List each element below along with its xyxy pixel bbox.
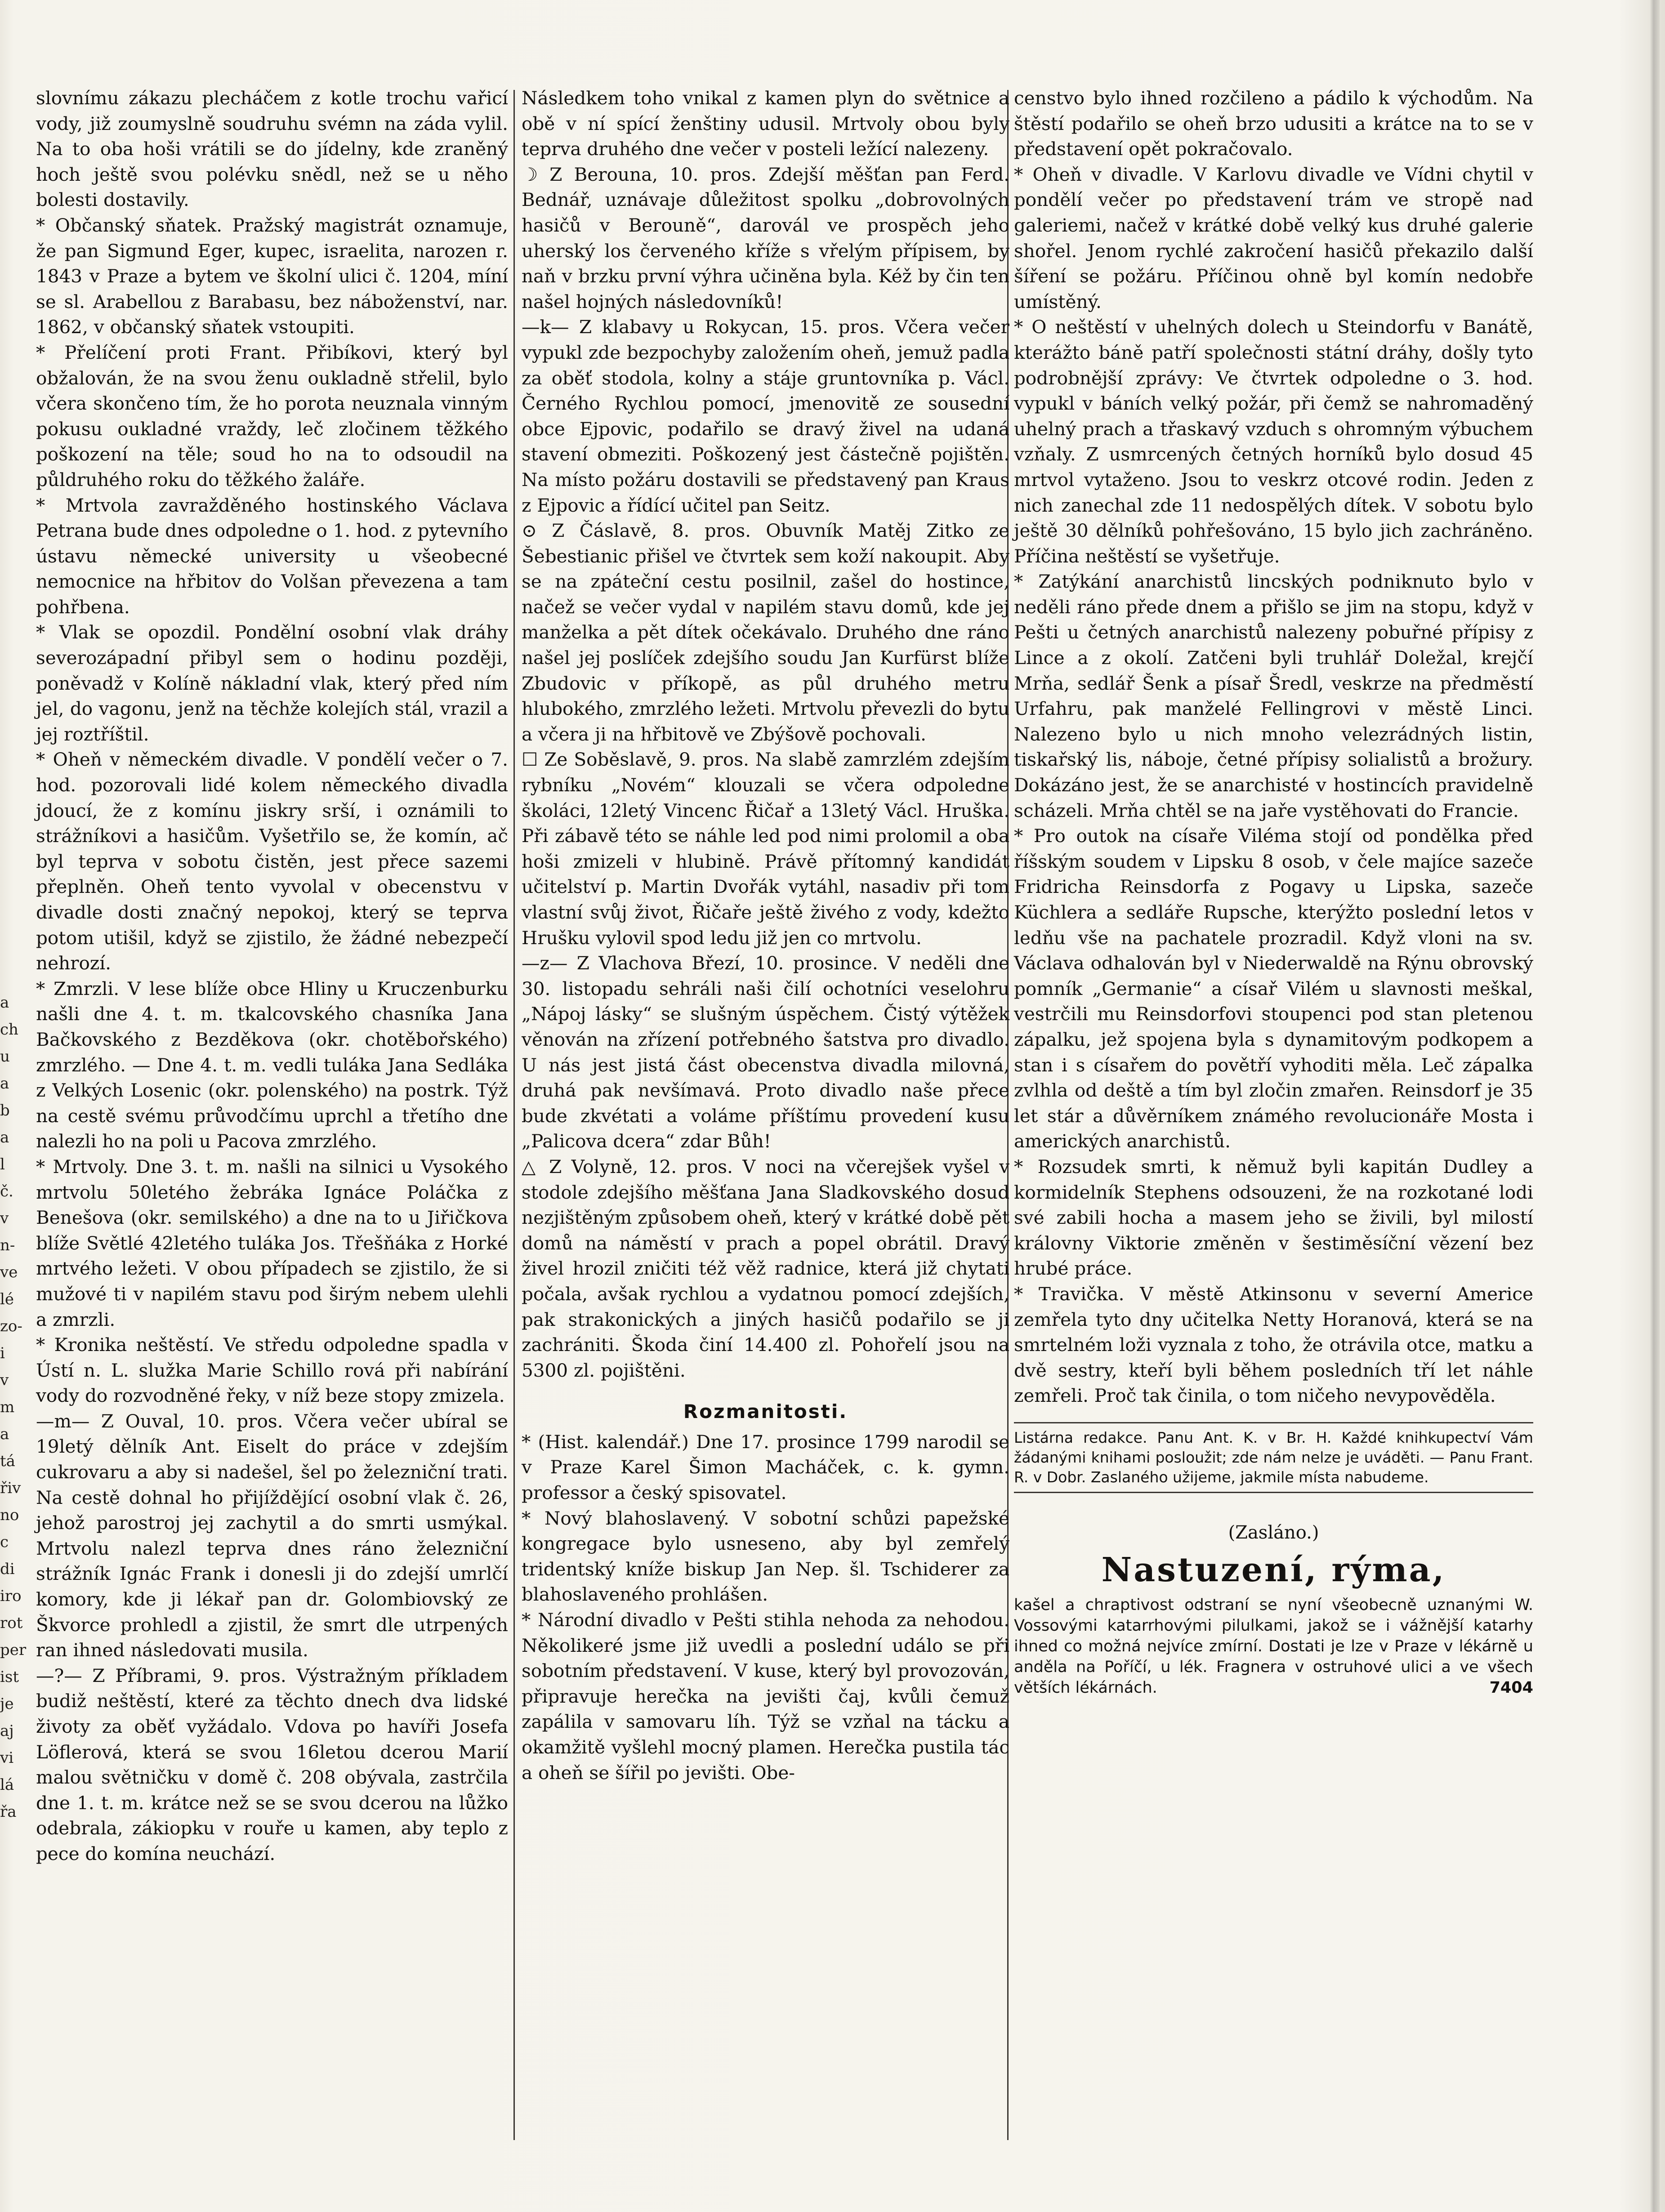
article-paragraph: ⊙ Z Čáslavě, 8. pros. Obuvník Matěj Zitko ze Šebestianic přišel ve čtvrtek sem koží nakoupit. Aby se na zpáteční cestu posilnil, zašel do hostince, načež se večer vydal v napilém stavu domů, kde jej manželka a pět dítek očekávalo. Druhého dne ráno našel jej poslíček zdejšího soudu Jan Kurfürst blíže Zbudovic v příkopě, as půl druhého metru hlubokého, zmrzlého ležeti. Mrtvolu převezli do bytu a včera ji na hřbitově ve Zbýšově pochovali. — [522, 520, 1009, 745]
article-paragraph: censtvo bylo ihned rozčileno a pádilo k východům. Na štěstí podařilo se oheň brzo udusiti a krátce na to se v představení opět pokračovalo. — [1014, 87, 1533, 160]
margin-fragment: je — [0, 1695, 14, 1713]
margin-fragment: i — [0, 1344, 5, 1362]
article-paragraph: * Rozsudek smrti, k němuž byli kapitán Dudley a kormidelník Stephens odsouzeni, že na rozkotané lodi své zabili hocha a masem jeho se živili, byl milostí královny Viktorie změněn v šestiměsíční vězení bez hrubé práce. — [1014, 1155, 1533, 1280]
article-paragraph: * Pro outok na císaře Viléma stojí od pondělka před říšským soudem v Lipsku 8 osob, v čele majíce sazeče Fridricha Reinsdorfa z Pogavy u Lipska, sazeče Küchlera a sedláře Rupsche, kterýžto poslední letos v ledňu vše na pachatele prozradil. Když vloni na sv. Václava odhalován byl v Niederwaldě na Rýnu obrovský pomník „Germanie“ a císař Vilém u slavnosti meškal, vestrčili mu Reinsdorfovi stoupenci pod stan pletenou zápalku, jež spojena byla s dynamitovým podkopem a stan i s císařem do povětří vyhoditi měla. Leč zápalka zvlhla od deště a tím byl zločin zmařen. Reinsdorf je 35 let stár a důvěrníkem známého revolucionáře Mosta i amerických anarchistů. — [1014, 825, 1533, 1152]
article-paragraph: * Oheň v německém divadle. V pondělí večer o 7. hod. pozorovali lidé kolem německého divadla jdoucí, že z komínu jiskry srší, i oznámili to strážníkovi a hasičům. Vyšetřilo se, že komín, ač byl teprva v sobotu čistěn, jest přece sazemi přeplněn. Oheň tento vyvolal v obecenstvu v divadle dosti značný nepokoj, který se teprva potom utišil, když se zjistilo, že žádné nebezpečí nehrozí. — [36, 749, 508, 974]
column-rule-1 — [513, 90, 515, 2140]
ad-number: 7404 — [1489, 1679, 1533, 1697]
article-paragraph: slovnímu zákazu plecháčem z kotle trochu vařicí vody, již zoumyslně soudruhu svémn na záda vylil. Na to oba hoši vrátili se do jídelny, kde zraněný hoch ještě svou polévku snědl, než se u něho bolesti dostavily. — [36, 87, 508, 211]
section-title: Rozmanitosti. — [683, 1400, 848, 1423]
margin-fragment: řiv — [0, 1479, 21, 1497]
left-margin-fragments — [0, 989, 27, 2113]
margin-fragment: ch — [0, 1021, 18, 1039]
margin-fragment: per — [0, 1641, 27, 1659]
article-paragraph: —m— Z Ouval, 10. pros. Včera večer ubíral se 19letý dělník Ant. Eiselt do práce v zdejším cukrovaru a aby si nadešel, šel po železniční trati. Na cestě dohnal ho přijíždějící osobní vlak č. 26, jehož parostroj jej zachytil a do smrti usmýkal. Mrtvolu nalezl teprva dnes ráno železniční strážník Ignác Frank i donesli ji do zdejší umrlčí komory, kde ji lékař pan dr. Golombiovský ze Škvorce prohledl a zjistil, že smrt dle utrpených ran ihned následovati musila. — [36, 1410, 508, 1661]
margin-fragment: a — [0, 1425, 9, 1443]
article-paragraph: * O neštěstí v uhelných dolech u Steindorfu v Banátě, kterážto báně patří společnosti státní dráhy, došly tyto podrobnější zprávy: Ve čtvrtek odpoledne o 3. hod. vypukl v báních velký požár, při čemž se nahromaděný uhelný prach a třaskavý vzduch s ohromným výbuchem vzňaly. Z usmrcených četných horníků bylo dosud 45 mrtvol vytaženo. Jsou to veskrz otcové rodin. Jeden z nich zanechal zde 11 nedospělých dítek. V sobotu bylo ještě 30 dělníků pohřešováno, 15 bylo jich zachráněno. Příčina neštěstí se vyšetřuje. — [1014, 316, 1533, 567]
margin-fragment: a — [0, 1128, 9, 1146]
column-2 — [522, 85, 1009, 1785]
article-paragraph: * Zatýkání anarchistů lincských podniknuto bylo v neděli ráno přede dnem a přišlo se jim na stopu, když v Pešti u četných anarchistů nalezeny pobuřné přípisy z Lince a z okolí. Zatčeni byli truhlář Doležal, krejčí Mrňa, sedlář Šenk a písař Šredl, veskrze na předměstí Urfahru, pak manželé Fellingrovi v městě Linci. Nalezeno bylo u nich mnoho velezrádných listin, tiskařský lis, náboje, četné přípisy solialistů a brožury. Dokázáno jest, že se anarchisté v hostincích pravidelně scházeli. Mrňa chtěl se na jaře vystěhovati do Francie. — [1014, 571, 1533, 821]
margin-fragment: b — [0, 1102, 10, 1119]
margin-fragment: n- — [0, 1236, 15, 1254]
article-paragraph: * Přelíčení proti Frant. Přibíkovi, který byl obžalován, že na svou ženu oukladně střelil, bylo včera skončeno tím, že ho porota neuznala vinným pokusu oukladné vraždy, leč zločinem těžkého poškození na těle; soud ho na to odsoudil na půldruhého roku do těžkého žaláře. — [36, 341, 508, 491]
article-paragraph: * Oheň v divadle. V Karlovu divadle ve Vídni chytil v pondělí večer po představení trám ve stropě nad galeriemi, načež v krátké době velký kus druhé galerie shořel. Jenom rychlé zakročení hasičů překazilo další šíření se požáru. Příčinou ohně byl komín nedobře umístěný. — [1014, 163, 1533, 312]
margin-fragment: vi — [0, 1749, 14, 1767]
margin-fragment: c — [0, 1533, 9, 1551]
margin-fragment: v — [0, 1371, 9, 1389]
margin-fragment: a — [0, 1075, 9, 1093]
margin-fragment: ist — [0, 1668, 19, 1686]
margin-fragment: lá — [0, 1776, 14, 1794]
margin-fragment: tá — [0, 1452, 15, 1470]
margin-fragment: lé — [0, 1290, 14, 1308]
margin-fragment: v — [0, 1209, 9, 1227]
article-paragraph: * Kronika neštěstí. Ve středu odpoledne spadla v Ústí n. L. služka Marie Schillo rová při nabírání vody do rozvodněné řeky, v níž beze stopy zmizela. — [36, 1334, 508, 1407]
ad-body-text: kašel a chraptivost odstraní se nyní všeobecně uznanými W. Vossovými katarrhovými pilulkami, jakož se i vážnější katarhy ihned co možná nejvíce zmírní. Dostati je lze v Praze v lékárně u anděla na Poříčí, u lék. Fragnera v ostruhové ulici a ve všech větších lékárnách. — [1014, 1596, 1533, 1697]
column-1 — [36, 85, 508, 1867]
article-paragraph: ☐ Ze Soběslavě, 9. pros. Na slabě zamrzlém zdejším rybníku „Novém“ klouzali se včera odpoledne školáci, 12letý Vincenc Řičař a 13letý Václ. Hruška. Při zábavě této se náhle led pod nimi prolomil a oba hoši zmizeli v hlubině. Právě přítomný kandidát učitelství p. Martin Dvořák vytáhl, nasadiv při tom vlastní svůj život, Řičaře ještě živého z vody, kdežto Hrušku vylovil spod ledu již jen co mrtvolu. — [522, 749, 1009, 949]
margin-fragment: aj — [0, 1722, 14, 1740]
article-paragraph: * Nový blahoslavený. V sobotní schůzi papežské kongregace bylo usneseno, aby byl zemřelý tridentský kníže biskup Jan Nep. šl. Tschiderer za blahoslaveného prohlášen. — [522, 1507, 1009, 1605]
article-paragraph: * Zmrzli. V lese blíže obce Hliny u Kruczenburku našli dne 4. t. m. tkalcovského chasníka Jana Bačkovského z Bezděkova (okr. chotěbořského) zmrzlého. — Dne 4. t. m. vedli tuláka Jana Sedláka z Velkých Losenic (okr. polenského) na postrk. Týž na cestě svému průvodčímu uprchl a třetího dne nalezli ho na poli u Pacova zmrzlého. — [36, 977, 508, 1152]
margin-fragment: zo- — [0, 1317, 22, 1335]
article-paragraph: * Mrtvoly. Dne 3. t. m. našli na silnici u Vysokého mrtvolu 50letého žebráka Ignáce Poláčka z Benešova (okr. semilského) a dne na to u Jiřičkova blíže Světlé 42letého tuláka Jos. Třešňáka z Horké mrtvého ležeti. V obou případech se zjistilo, že si mužové ti v napilém stavu pod širým nebem ulehli a zmrzli. — [36, 1155, 508, 1330]
article-paragraph: * Občanský sňatek. Pražský magistrát oznamuje, že pan Sigmund Eger, kupec, israelita, narozen r. 1843 v Praze a bytem ve školní ulici č. 1204, míní se sl. Arabellou z Barabasu, bez náboženství, nar. 1862, v občanský sňatek vstoupiti. — [36, 214, 508, 338]
margin-fragment: rot — [0, 1614, 23, 1632]
margin-fragment: m — [0, 1398, 15, 1416]
margin-fragment: l — [0, 1155, 5, 1173]
article-paragraph: * (Hist. kalendář.) Dne 17. prosince 1799 narodil se v Praze Karel Šimon Macháček, c. k. gymn. professor a český spisovatel. — [522, 1431, 1009, 1504]
margin-fragment: č. — [0, 1182, 13, 1200]
article-paragraph: △ Z Volyně, 12. pros. V noci na včerejšek vyšel v stodole zdejšího měšťana Jana Sladkovského dosud nezjištěným způsobem oheň, který v krátké době pět domů na náměstí v prach a popel obrátil. Dravý živel hrozil zničiti též věž radnice, která již chytati počala, avšak rychlou a vydatnou pomocí zdejších, pak strakonických a jiných hasičů podařilo se ji zachrániti. Škoda činí 14.400 zl. Pohořelí jsou na 5300 zl. pojištěni. — [522, 1155, 1009, 1381]
margin-fragment: ve — [0, 1263, 18, 1281]
article-paragraph: ☽ Z Berouna, 10. pros. Zdejší měšťan pan Ferd. Bednář, uznávaje důležitost spolku „dobrovolných hasičů v Berouně“, darovál ve prospěch jeho uherský los červeného kříže s vřelým přípisem, by naň v brzku první výhra učiněna byla. Kéž by čin ten našel hojných následovníků! — [522, 163, 1009, 312]
article-paragraph: —?— Z Příbrami, 9. pros. Výstražným příkladem budiž neštěstí, které za těchto dnech dva lidské životy za oběť vyžádalo. Vdova po havíři Josefa Löflerová, která se svou 16letou dcerou Marií malou světničku v domě č. 208 obývala, zastrčila dne 1. t. m. krátce než se se svou dcerou na lůžko odebrala, zákiopku v rouře u kamen, aby teplo z pece do komína neuchází. — [36, 1664, 508, 1864]
editorial-notice: Listárna redakce. Panu Ant. K. v Br. H. Každé knihkupectví Vám žádanými knihami posloužit; zde nám nelze je uváděti. — Panu Frant. R. v Dobr. Zaslaného užijeme, jakmile místa nabudeme. — [1014, 1422, 1533, 1493]
article-paragraph: —z— Z Vlachova Březí, 10. prosince. V neděli dne 30. listopadu sehráli naši čilí ochotníci veselohru „Nápoj lásky“ se slušným úspěchem. Čistý výtěžek věnován na zřízení potřebného šatstva pro divadlo. U nás jest jistá část obecenstva divadla milovná, druhá pak nevšímavá. Proto divadlo naše přece bude zkvétati a voláme příštímu provedení kusu „Palicova dcera“ zdar Bůh! — [522, 952, 1009, 1152]
ad-headline: Nastuzení, rýma, — [1101, 1551, 1446, 1590]
article-paragraph: Následkem toho vnikal z kamen plyn do světnice a obě v ní spící ženštiny udusil. Mrtvoly obou byly teprva druhého dne večer v posteli ležící nalezeny. — [522, 87, 1009, 160]
margin-fragment: no — [0, 1506, 19, 1524]
margin-fragment: di — [0, 1560, 15, 1578]
margin-fragment: a — [0, 994, 9, 1012]
margin-fragment: řa — [0, 1803, 17, 1821]
page-edge-shadow — [1650, 0, 1660, 2212]
article-paragraph: * Travička. V městě Atkinsonu v severní Americe zemřela tyto dny učitelka Netty Horanová, která se na smrtelném loži vyznala z toho, že otrávila otce, matku a dvě sestry, kteří byli během posledních tří let náhle zemřeli. Proč tak činila, o tom ničeho nevypověděla. — [1014, 1283, 1533, 1407]
article-paragraph: * Vlak se opozdil. Pondělní osobní vlak dráhy severozápadní přibyl sem o hodinu později, poněvadž v Kolíně nákladní vlak, který před ním jel, do vagonu, jenž na těchže kolejích stál, vrazil a jej roztříštil. — [36, 621, 508, 745]
paid-notice-label: (Zasláno.) — [1228, 1522, 1319, 1543]
ad-body — [1014, 1595, 1533, 1698]
margin-fragment: iro — [0, 1587, 22, 1605]
column-3 — [1014, 85, 1533, 1698]
article-paragraph: * Mrtvola zavražděného hostinského Václava Petrana bude dnes odpoledne o 1. hod. z pytevního ústavu německé university u všeobecné nemocnice na hřbitov do Volšan převezena a tam pohřbena. — [36, 494, 508, 618]
article-paragraph: * Národní divadlo v Pešti stihla nehoda za nehodou. Několikeré jsme již uvedli a poslední událo se při sobotním představení. V kuse, který byl provozován, připravuje herečka na jevišti čaj, kvůli čemuž zapálila v samovaru líh. Týž se vzňal na tácku a okamžitě vyšlehl mocný plamen. Herečka pustila tác a oheň se šířil po jevišti. Obe- — [522, 1609, 1009, 1784]
margin-fragment: u — [0, 1048, 10, 1066]
article-paragraph: —k— Z klabavy u Rokycan, 15. pros. Včera večer vypukl zde bezpochyby založením oheň, jemuž padla za oběť stodola, kolny a stáje gruntovníka p. Václ. Černého Rychlou pomocí, jmenovitě ze sousední obce Ejpovic, podařilo se dravý živel na udaná stavení obmeziti. Poškozený jest částečně pojištěn. Na místo požáru dostavili se představený pan Kraus z Ejpovic a řídící učitel pan Seitz. — [522, 316, 1009, 516]
